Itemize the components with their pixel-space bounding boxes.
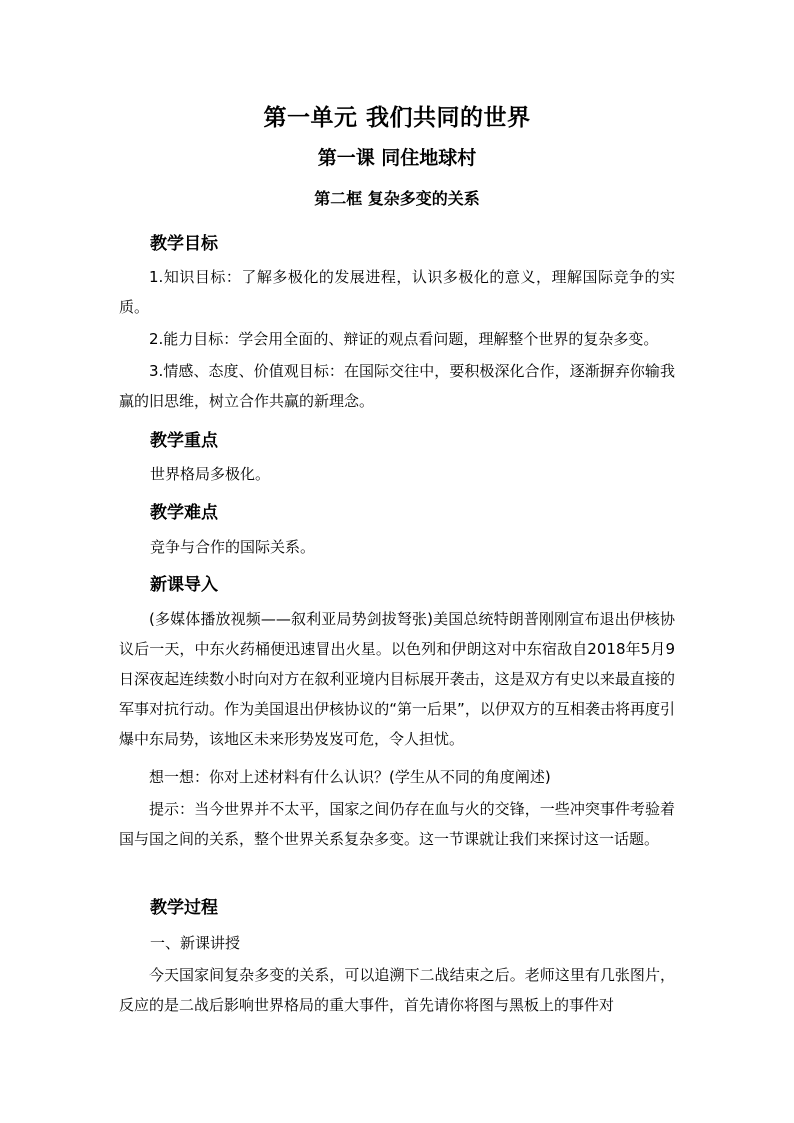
objective-item-2: 2.能力目标：学会用全面的、辩证的观点看问题，理解整个世界的复杂多变。: [149, 330, 659, 348]
difficulty-heading: 教学难点: [150, 503, 218, 523]
objectives-heading: 教学目标: [150, 234, 218, 254]
key-point-text: 世界格局多极化。: [150, 465, 271, 483]
process-paragraph: 今天国家间复杂多变的关系，可以追溯下二战结束之后。老师这里有几张图片，反应的是二战后影响世界格局的重大事件，首先请你将图与黑板上的事件对: [119, 966, 675, 1014]
intro-heading: 新课导入: [150, 575, 218, 595]
intro-paragraph-3: 提示：当今世界并不太平，国家之间仍存在血与火的交锋，一些冲突事件考验着国与国之间的关系，整个世界关系复杂多变。这一节课就让我们来探讨这一话题。: [119, 800, 675, 848]
difficulty-text: 竞争与合作的国际关系。: [150, 538, 316, 556]
intro-paragraph-2: 想一想：你对上述材料有什么认识？(学生从不同的角度阐述): [149, 768, 551, 786]
key-point-heading: 教学重点: [150, 431, 218, 451]
section-title: 第二框 复杂多变的关系: [314, 189, 480, 208]
process-heading: 教学过程: [150, 898, 218, 918]
unit-title: 第一单元 我们共同的世界: [263, 105, 531, 131]
process-subheading: 一、新课讲授: [150, 934, 241, 952]
intro-paragraph-1: (多媒体播放视频——叙利亚局势剑拔弩张)美国总统特朗普刚刚宣布退出伊核协议后一天，中东火药桶便迅速冒出火星。以色列和伊朗这对中东宿敌自2018年5月9日深夜起连续数小时向对方在叙利亚境内目标展开袭击，这是双方有史以来最直接的军事对抗行动。作为美国退出伊核协议的“第一后果”，以伊双方的互相袭击将再度引爆中东局势，该地区未来形势岌岌可危，令人担忧。: [119, 610, 675, 748]
objective-item-3: 3.情感、态度、价值观目标：在国际交往中，要积极深化合作，逐渐摒弃你输我赢的旧思维，树立合作共赢的新理念。: [119, 362, 675, 410]
lesson-title: 第一课 同住地球村: [317, 147, 477, 169]
objective-item-1: 1.知识目标：了解多极化的发展进程，认识多极化的意义，理解国际竞争的实质。: [119, 268, 675, 316]
